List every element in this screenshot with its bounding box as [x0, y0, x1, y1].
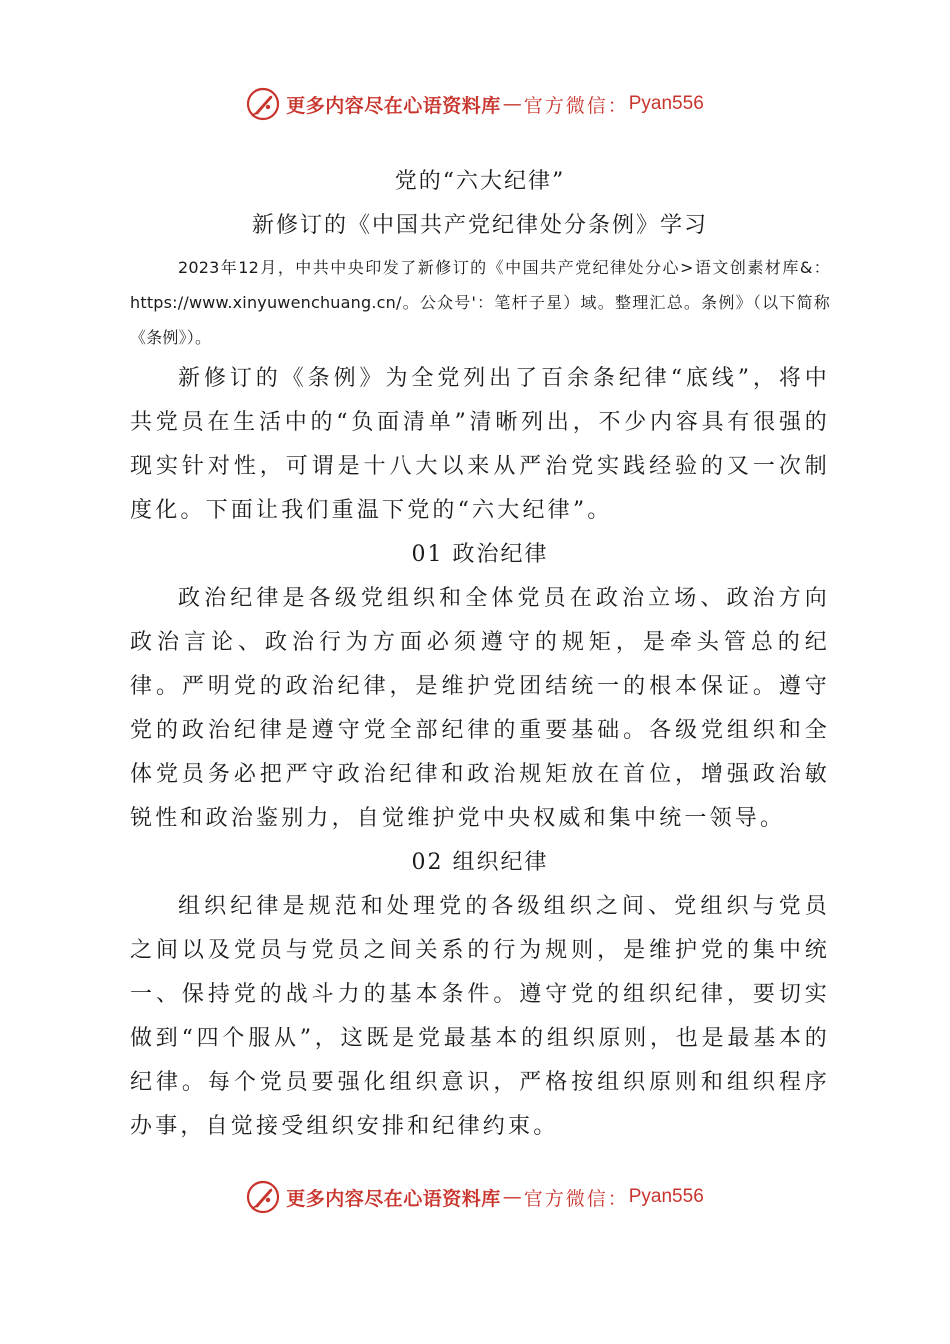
quill-pen-logo-icon — [246, 87, 280, 121]
watermark-brand: 更多内容尽在心语资料库 — [286, 1187, 501, 1210]
intro-paragraph: 2023年12月，中共中央印发了新修订的《中国共产党纪律处分心>语文创素材库&：https://www.xinyuwenchuang.cn/。公众号'：笔杆子星）域。整理汇总。条例》（以下简称《条例》）。 — [130, 258, 830, 347]
section-body-political-discipline: 政治纪律是各级党组织和全体党员在政治立场、政治方向政治言论、政治行为方面必须遵守的规矩，是牵头管总的纪律。严明党的政治纪律，是维护党团结统一的根本保证。遵守党的政治纪律是遵守党全部纪律的重要基础。各级党组织和全体党员务必把严守政治纪律和政治规矩放在首位，增强政治敏锐性和政治鉴别力，自觉维护党中央权威和集中统一领导。 — [130, 586, 830, 831]
header-watermark — [0, 84, 950, 124]
section-body-organizational-discipline: 组织纪律是规范和处理党的各级组织之间、党组织与党员之间以及党员与党员之间关系的行为规则，是维护党的集中统一、保持党的战斗力的基本条件。遵守党的组织纪律，要切实做到“四个服从”，这既是党最基本的组织原则，也是最基本的纪律。每个党员要强化组织意识，严格按组织原则和组织程序办事，自觉接受组织安排和纪律约束。 — [130, 894, 830, 1139]
document-body — [130, 160, 830, 1149]
watermark-contact-id: Pyan556 — [628, 1186, 704, 1207]
watermark-contact-label: 官方微信： — [523, 94, 629, 117]
watermark-brand: 更多内容尽在心语资料库 — [286, 94, 501, 117]
document-title: 党的“六大纪律” — [394, 169, 566, 194]
section-heading-organizational-discipline: 02 组织纪律 — [411, 850, 549, 875]
watermark-contact-id: Pyan556 — [628, 93, 704, 114]
watermark-separator: — — [502, 1186, 522, 1208]
overview-paragraph: 新修订的《条例》为全党列出了百余条纪律“底线”，将中共党员在生活中的“负面清单”清晰列出，不少内容具有很强的现实针对性，可谓是十八大以来从严治党实践经验的又一次制度化。下面让我们重温下党的“六大纪律”。 — [130, 366, 830, 523]
section-heading-political-discipline: 01 政治纪律 — [411, 542, 549, 567]
watermark-separator: — — [502, 93, 522, 115]
footer-watermark — [0, 1177, 950, 1217]
watermark-contact-label: 官方微信： — [523, 1187, 629, 1210]
document-subtitle: 新修订的《中国共产党纪律处分条例》学习 — [251, 213, 708, 238]
quill-pen-logo-icon — [246, 1180, 280, 1214]
